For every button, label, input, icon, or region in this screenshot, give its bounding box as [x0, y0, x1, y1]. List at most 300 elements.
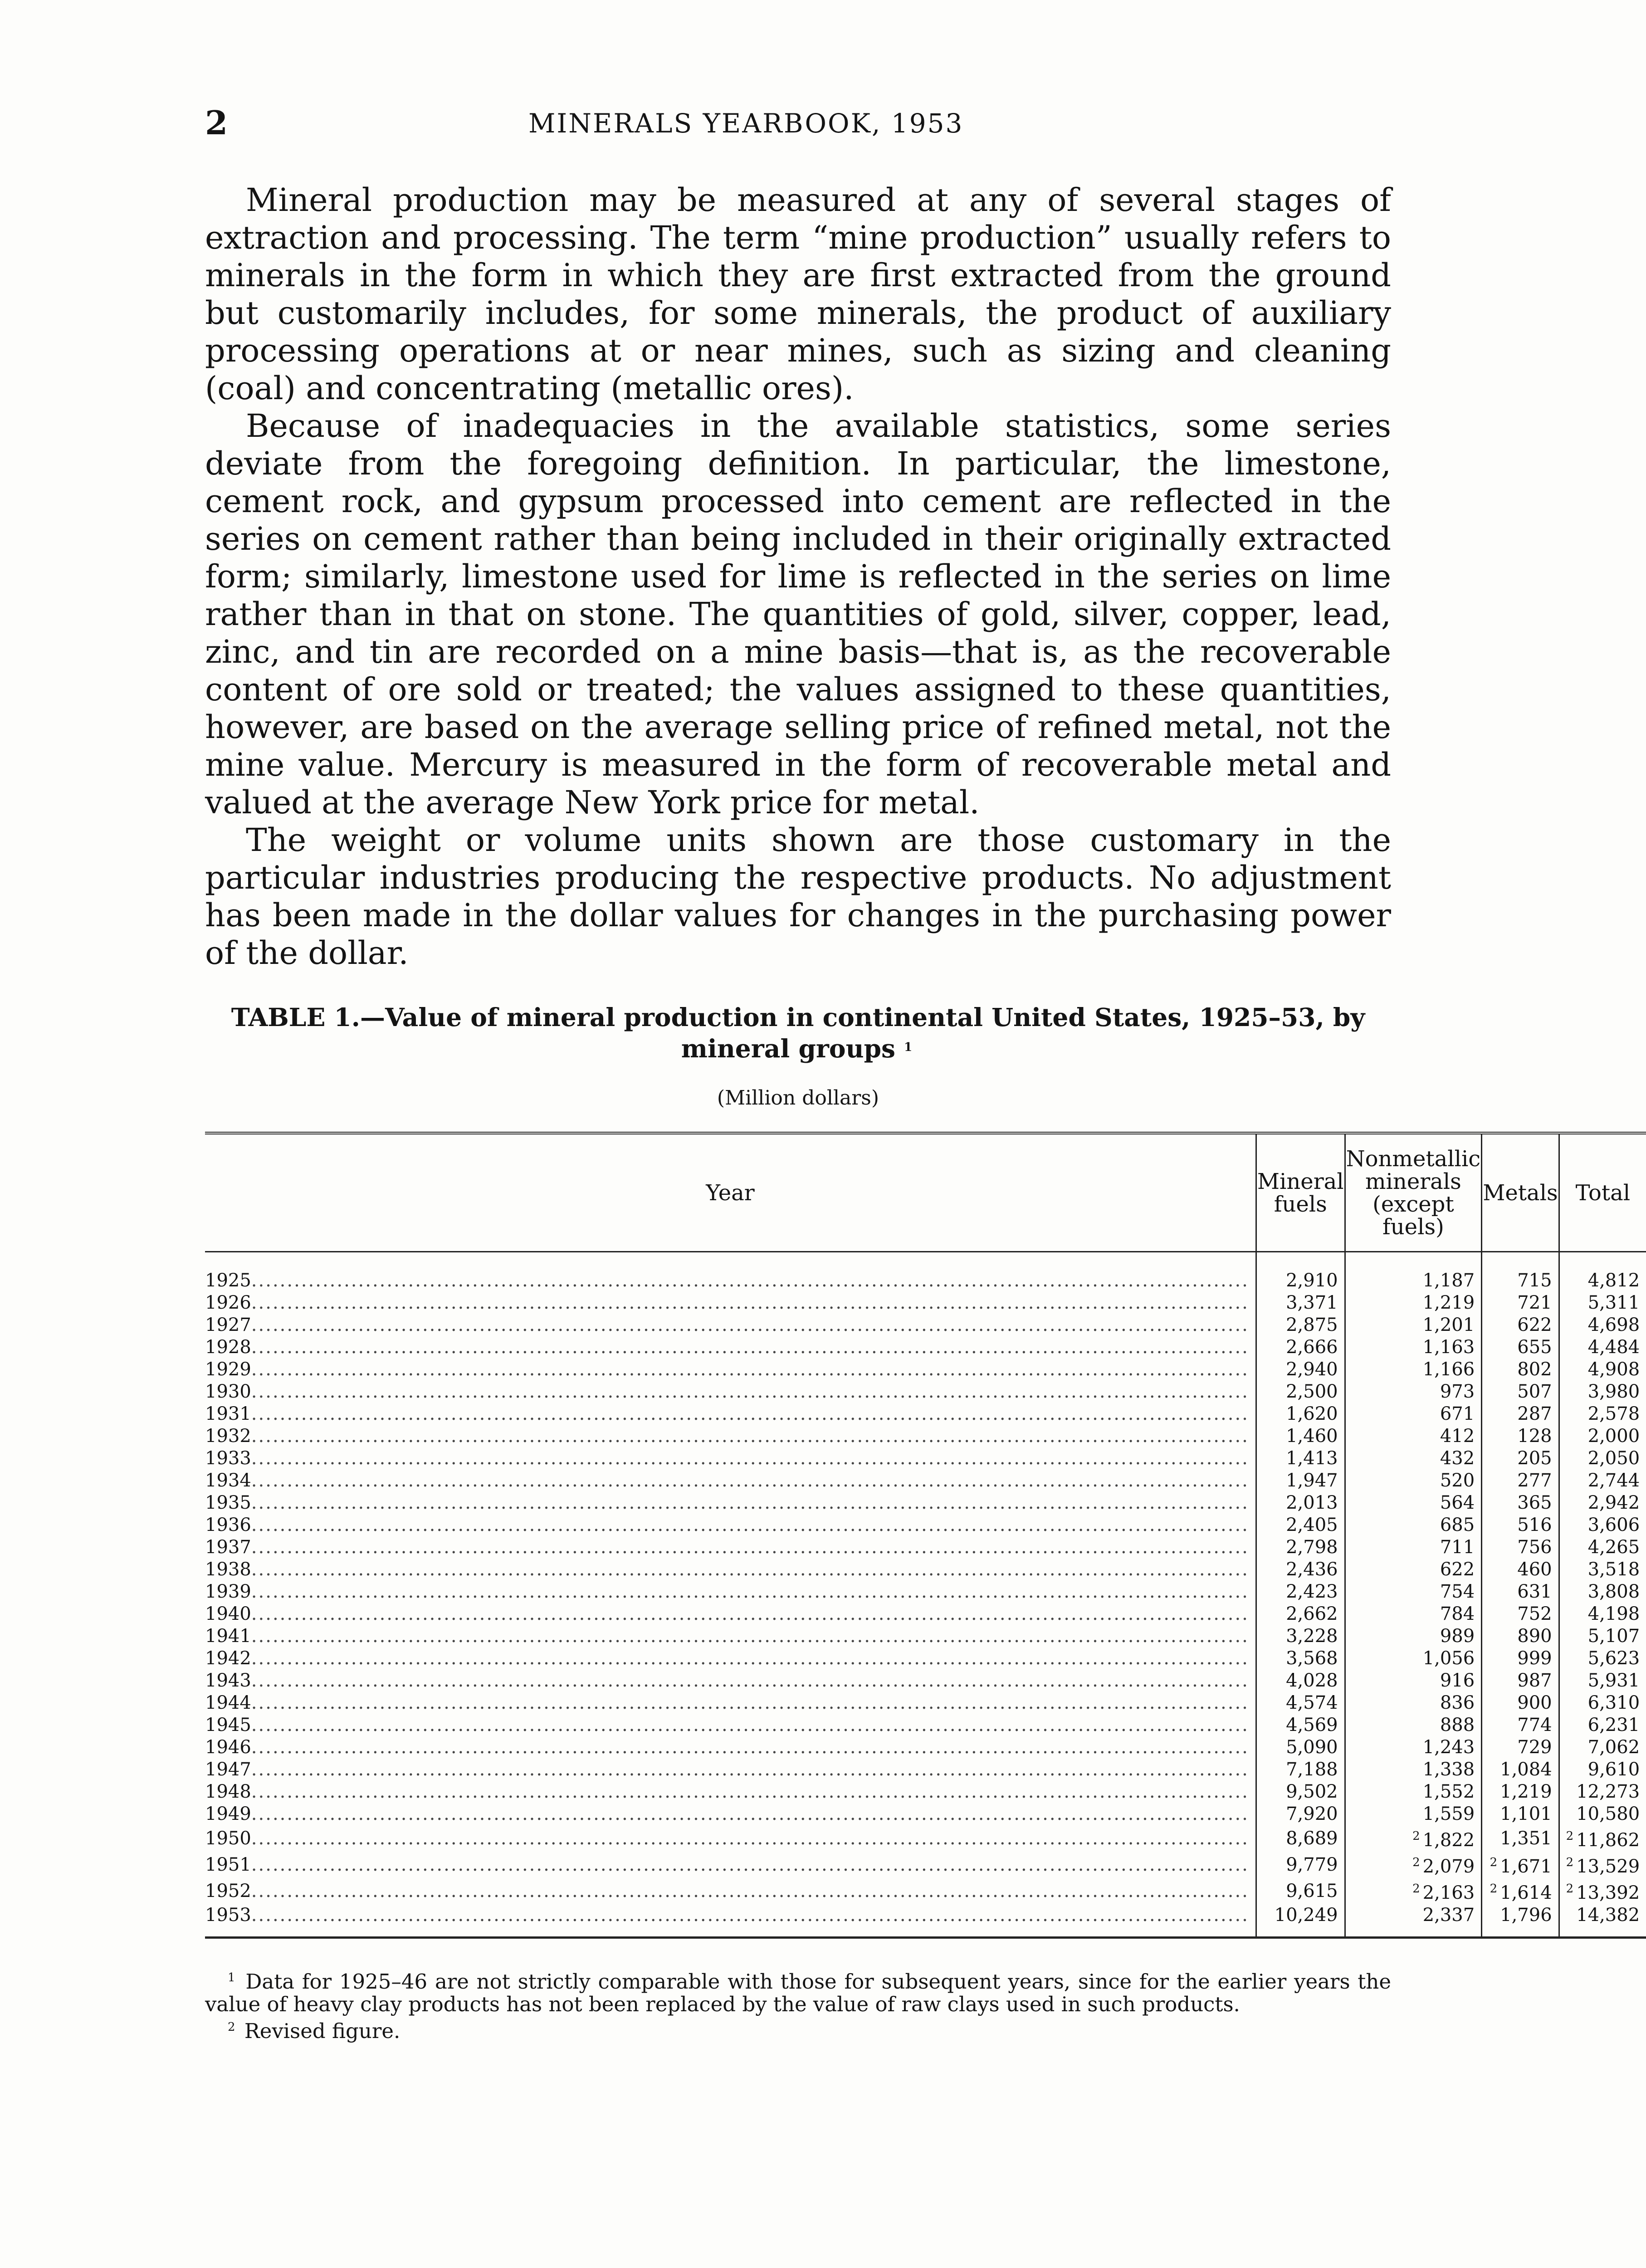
value: 3,808 [1587, 1581, 1640, 1602]
table-caption [205, 1002, 1391, 1064]
value: 4,265 [1587, 1537, 1640, 1558]
year-label: 1946 [205, 1737, 251, 1758]
revised-note-mark: 2 [1490, 1856, 1498, 1869]
cell-year [205, 1270, 1256, 1292]
cell-fuels [1256, 1878, 1345, 1904]
value: 12,273 [1576, 1781, 1640, 1802]
table-row [205, 1670, 1646, 1692]
value: 2,666 [1286, 1337, 1338, 1358]
cell-metals [1482, 1625, 1559, 1647]
value: 6,231 [1587, 1715, 1640, 1735]
table-footnote-ref: 1 [904, 1041, 913, 1054]
cell-total [1559, 1781, 1646, 1803]
value: 1,614 [1500, 1882, 1552, 1903]
cell-fuels [1256, 1447, 1345, 1470]
cell-total [1559, 1336, 1646, 1359]
year-label: 1929 [205, 1359, 251, 1380]
revised-note-mark: 2 [1566, 1856, 1574, 1869]
cell-fuels [1256, 1852, 1345, 1878]
table-row [205, 1492, 1646, 1514]
value: 9,615 [1286, 1880, 1338, 1901]
cell-nonmetallic [1345, 1581, 1482, 1603]
revised-note-mark: 2 [1412, 1829, 1420, 1843]
cell-total [1559, 1559, 1646, 1581]
value: 2,578 [1587, 1403, 1640, 1424]
value: 2,423 [1286, 1581, 1338, 1602]
table-row [205, 1514, 1646, 1536]
cell-nonmetallic [1345, 1559, 1482, 1581]
cell-metals [1482, 1314, 1559, 1336]
value: 2,079 [1422, 1856, 1475, 1877]
year-label: 1945 [205, 1715, 251, 1735]
dot-leader: ............................................................................................................................................ [251, 1492, 1249, 1513]
table-row [205, 1292, 1646, 1314]
table-row [205, 1603, 1646, 1625]
cell-total [1559, 1670, 1646, 1692]
cell-fuels [1256, 1359, 1345, 1381]
cell-metals [1482, 1647, 1559, 1670]
cell-nonmetallic [1345, 1359, 1482, 1381]
cell-metals [1482, 1781, 1559, 1803]
value: 4,198 [1587, 1603, 1640, 1624]
cell-nonmetallic [1345, 1470, 1482, 1492]
cell-fuels [1256, 1670, 1345, 1692]
cell-total [1559, 1581, 1646, 1603]
col-header-total: Total [1559, 1133, 1646, 1252]
value: 4,908 [1587, 1359, 1640, 1380]
cell-fuels [1256, 1603, 1345, 1625]
value: 1,166 [1422, 1359, 1475, 1380]
value: 1,460 [1286, 1426, 1338, 1447]
value: 8,689 [1286, 1828, 1338, 1849]
cell-year [205, 1670, 1256, 1692]
value: 3,980 [1587, 1381, 1640, 1402]
cell-year [205, 1336, 1256, 1359]
footnote-mark: 2 [228, 2020, 235, 2034]
revised-note-mark: 2 [1490, 1882, 1498, 1896]
dot-leader: ............................................................................................................................................ [251, 1715, 1249, 1735]
value: 1,413 [1286, 1448, 1338, 1469]
cell-nonmetallic [1345, 1314, 1482, 1336]
body-text [205, 181, 1391, 972]
paragraph: Because of inadequacies in the available statistics, some series deviate from the foregoing definition. In particular, the limestone, cement rock, and gypsum processed into cement are reflected in the series on cement rather than being included in their originally extracted form; similarly, limestone used for lime is reflected in the series on lime rather than in that on stone. The quantities of gold, silver, copper, lead, zinc, and tin are recorded on a mine basis—that is, as the recoverable content of ore sold or treated; the values assigned to these quantities, however, are based on the average selling price of refined metal, not the mine value. Mercury is measured in the form of recoverable metal and valued at the average New York price for metal. [205, 407, 1391, 821]
value: 2,405 [1286, 1515, 1338, 1535]
cell-metals [1482, 1603, 1559, 1625]
dot-leader: ............................................................................................................................................ [251, 1559, 1249, 1580]
value: 2,013 [1286, 1492, 1338, 1513]
dot-leader: ............................................................................................................................................ [251, 1292, 1249, 1313]
value: 2,050 [1587, 1448, 1640, 1469]
footnote-text: Revised figure. [244, 2019, 401, 2043]
value: 4,484 [1587, 1337, 1640, 1358]
table-row [205, 1581, 1646, 1603]
year-label: 1939 [205, 1581, 251, 1602]
value: 4,698 [1587, 1315, 1640, 1335]
cell-total [1559, 1904, 1646, 1926]
cell-nonmetallic [1345, 1670, 1482, 1692]
value: 756 [1517, 1537, 1552, 1558]
cell-fuels [1256, 1825, 1345, 1852]
table-row [205, 1625, 1646, 1647]
year-label: 1926 [205, 1292, 251, 1313]
cell-fuels [1256, 1759, 1345, 1781]
dot-leader: ............................................................................................................................................ [251, 1626, 1249, 1647]
value: 836 [1440, 1692, 1475, 1713]
cell-total [1559, 1736, 1646, 1759]
cell-nonmetallic [1345, 1647, 1482, 1670]
value: 5,090 [1286, 1737, 1338, 1758]
cell-nonmetallic [1345, 1825, 1482, 1852]
cell-total [1559, 1852, 1646, 1878]
cell-nonmetallic [1345, 1425, 1482, 1447]
value: 2,662 [1286, 1603, 1338, 1624]
value: 365 [1517, 1492, 1552, 1513]
cell-fuels [1256, 1314, 1345, 1336]
value: 128 [1517, 1426, 1552, 1447]
paragraph: Mineral production may be measured at any of several stages of extraction and processing. The term “mine production” usually refers to minerals in the form in which they are first extracted from the ground but customarily includes, for some minerals, the product of auxiliary processing operations at or near mines, such as sizing and cleaning (coal) and concentrating (metallic ores). [205, 181, 1391, 407]
footnote-1 [205, 1966, 1391, 2016]
cell-nonmetallic [1345, 1852, 1482, 1878]
footnotes [205, 1966, 1391, 2043]
cell-total [1559, 1825, 1646, 1852]
dot-leader: ............................................................................................................................................ [251, 1515, 1249, 1535]
cell-total [1559, 1803, 1646, 1825]
value: 4,812 [1587, 1270, 1640, 1291]
cell-metals [1482, 1470, 1559, 1492]
value: 2,436 [1286, 1559, 1338, 1580]
value: 2,910 [1286, 1270, 1338, 1291]
dot-leader: ............................................................................................................................................ [251, 1448, 1249, 1469]
cell-nonmetallic [1345, 1536, 1482, 1559]
value: 1,219 [1422, 1292, 1475, 1313]
cell-fuels [1256, 1470, 1345, 1492]
cell-year [205, 1714, 1256, 1736]
dot-leader: ............................................................................................................................................ [251, 1315, 1249, 1335]
year-label: 1940 [205, 1603, 251, 1624]
cell-metals [1482, 1559, 1559, 1581]
table-body [205, 1252, 1646, 1938]
value: 784 [1440, 1603, 1475, 1624]
cell-metals [1482, 1447, 1559, 1470]
cell-metals [1482, 1270, 1559, 1292]
cell-year [205, 1736, 1256, 1759]
cell-metals [1482, 1336, 1559, 1359]
cell-year [205, 1381, 1256, 1403]
value: 507 [1517, 1381, 1552, 1402]
cell-nonmetallic [1345, 1514, 1482, 1536]
cell-fuels [1256, 1514, 1345, 1536]
year-label: 1937 [205, 1537, 251, 1558]
year-label: 1932 [205, 1426, 251, 1447]
value: 4,574 [1286, 1692, 1338, 1713]
cell-year [205, 1403, 1256, 1425]
year-label: 1935 [205, 1492, 251, 1513]
cell-fuels [1256, 1904, 1345, 1926]
value: 888 [1440, 1715, 1475, 1735]
cell-fuels [1256, 1425, 1345, 1447]
cell-year [205, 1625, 1256, 1647]
cell-year [205, 1781, 1256, 1803]
table-row [205, 1314, 1646, 1336]
cell-metals [1482, 1292, 1559, 1314]
year-label: 1948 [205, 1781, 251, 1802]
value: 9,610 [1587, 1759, 1640, 1780]
value: 1,101 [1500, 1804, 1552, 1824]
cell-fuels [1256, 1270, 1345, 1292]
cell-year [205, 1492, 1256, 1514]
value: 729 [1517, 1737, 1552, 1758]
value: 1,947 [1286, 1470, 1338, 1491]
cell-fuels [1256, 1381, 1345, 1403]
cell-fuels [1256, 1403, 1345, 1425]
table-row [205, 1692, 1646, 1714]
dot-leader: ............................................................................................................................................ [251, 1759, 1249, 1780]
dot-leader: ............................................................................................................................................ [251, 1381, 1249, 1402]
value: 3,518 [1587, 1559, 1640, 1580]
revised-note-mark: 2 [1566, 1829, 1574, 1843]
year-label: 1943 [205, 1670, 251, 1691]
cell-fuels [1256, 1647, 1345, 1670]
value: 287 [1517, 1403, 1552, 1424]
cell-total [1559, 1492, 1646, 1514]
cell-total [1559, 1878, 1646, 1904]
cell-nonmetallic [1345, 1492, 1482, 1514]
value: 277 [1517, 1470, 1552, 1491]
cell-metals [1482, 1878, 1559, 1904]
dot-leader: ............................................................................................................................................ [251, 1337, 1249, 1358]
value: 3,568 [1286, 1648, 1338, 1669]
cell-metals [1482, 1359, 1559, 1381]
value: 11,862 [1576, 1830, 1640, 1851]
value: 2,940 [1286, 1359, 1338, 1380]
cell-total [1559, 1759, 1646, 1781]
cell-nonmetallic [1345, 1904, 1482, 1926]
cell-fuels [1256, 1803, 1345, 1825]
value: 987 [1517, 1670, 1552, 1691]
value: 1,187 [1422, 1270, 1475, 1291]
running-title: MINERALS YEARBOOK, 1953 [528, 108, 964, 139]
table-row [205, 1803, 1646, 1825]
value: 715 [1517, 1270, 1552, 1291]
cell-year [205, 1292, 1256, 1314]
cell-nonmetallic [1345, 1803, 1482, 1825]
table-row [205, 1878, 1646, 1904]
value: 2,337 [1422, 1905, 1475, 1926]
cell-year [205, 1470, 1256, 1492]
value: 1,163 [1422, 1337, 1475, 1358]
dot-leader: ............................................................................................................................................ [251, 1804, 1249, 1824]
dot-leader: ............................................................................................................................................ [251, 1880, 1249, 1901]
cell-total [1559, 1625, 1646, 1647]
dot-leader: ............................................................................................................................................ [251, 1581, 1249, 1602]
year-label: 1944 [205, 1692, 251, 1713]
cell-year [205, 1359, 1256, 1381]
cell-year [205, 1904, 1256, 1926]
year-label: 1942 [205, 1648, 251, 1669]
cell-fuels [1256, 1292, 1345, 1314]
revised-note-mark: 2 [1566, 1882, 1574, 1896]
value: 721 [1517, 1292, 1552, 1313]
cell-fuels [1256, 1714, 1345, 1736]
col-header-metals: Metals [1482, 1133, 1559, 1252]
value: 2,744 [1587, 1470, 1640, 1491]
footnote-mark: 1 [228, 1971, 235, 1984]
value: 754 [1440, 1581, 1475, 1602]
value: 205 [1517, 1448, 1552, 1469]
cell-total [1559, 1314, 1646, 1336]
value: 2,942 [1587, 1492, 1640, 1513]
dot-leader: ............................................................................................................................................ [251, 1648, 1249, 1669]
value: 1,338 [1422, 1759, 1475, 1780]
value: 520 [1440, 1470, 1475, 1491]
value: 711 [1440, 1537, 1475, 1558]
value: 900 [1517, 1692, 1552, 1713]
value: 1,796 [1500, 1905, 1552, 1926]
cell-metals [1482, 1825, 1559, 1852]
table-row [205, 1714, 1646, 1736]
cell-metals [1482, 1692, 1559, 1714]
dot-leader: ............................................................................................................................................ [251, 1403, 1249, 1424]
table-row [205, 1647, 1646, 1670]
cell-fuels [1256, 1581, 1345, 1603]
value: 13,529 [1576, 1856, 1640, 1877]
value: 752 [1517, 1603, 1552, 1624]
cell-metals [1482, 1852, 1559, 1878]
value: 460 [1517, 1559, 1552, 1580]
cell-fuels [1256, 1781, 1345, 1803]
cell-year [205, 1536, 1256, 1559]
cell-total [1559, 1514, 1646, 1536]
cell-year [205, 1803, 1256, 1825]
cell-year [205, 1759, 1256, 1781]
value: 1,084 [1500, 1759, 1552, 1780]
cell-year [205, 1581, 1256, 1603]
dot-leader: ............................................................................................................................................ [251, 1905, 1249, 1926]
table-row [205, 1270, 1646, 1292]
cell-metals [1482, 1403, 1559, 1425]
table-row [205, 1759, 1646, 1781]
table-row [205, 1381, 1646, 1403]
cell-nonmetallic [1345, 1336, 1482, 1359]
value: 6,310 [1587, 1692, 1640, 1713]
value: 1,671 [1500, 1856, 1552, 1877]
cell-metals [1482, 1670, 1559, 1692]
year-label: 1925 [205, 1270, 251, 1291]
revised-note-mark: 2 [1412, 1882, 1420, 1896]
table-row [205, 1904, 1646, 1926]
page-number: 2 [205, 103, 228, 142]
cell-total [1559, 1647, 1646, 1670]
value: 13,392 [1576, 1882, 1640, 1903]
cell-total [1559, 1403, 1646, 1425]
cell-metals [1482, 1803, 1559, 1825]
value: 432 [1440, 1448, 1475, 1469]
table-row [205, 1536, 1646, 1559]
value: 412 [1440, 1426, 1475, 1447]
cell-nonmetallic [1345, 1381, 1482, 1403]
value: 7,920 [1286, 1804, 1338, 1824]
cell-metals [1482, 1381, 1559, 1403]
value: 999 [1517, 1648, 1552, 1669]
year-label: 1933 [205, 1448, 251, 1469]
value: 655 [1517, 1337, 1552, 1358]
dot-leader: ............................................................................................................................................ [251, 1270, 1249, 1291]
cell-fuels [1256, 1492, 1345, 1514]
value: 622 [1440, 1559, 1475, 1580]
cell-nonmetallic [1345, 1603, 1482, 1625]
col-header-nonmetallic: Nonmetallic minerals (except fuels) [1345, 1133, 1482, 1252]
year-label: 1938 [205, 1559, 251, 1580]
cell-year [205, 1514, 1256, 1536]
table-label: TABLE 1. [231, 1002, 360, 1032]
value: 2,000 [1587, 1426, 1640, 1447]
value: 973 [1440, 1381, 1475, 1402]
cell-nonmetallic [1345, 1692, 1482, 1714]
cell-fuels [1256, 1736, 1345, 1759]
value: 9,502 [1286, 1781, 1338, 1802]
cell-fuels [1256, 1692, 1345, 1714]
cell-total [1559, 1425, 1646, 1447]
cell-fuels [1256, 1336, 1345, 1359]
cell-total [1559, 1447, 1646, 1470]
year-label: 1949 [205, 1804, 251, 1824]
footnote-2 [205, 2016, 1391, 2043]
value: 5,931 [1587, 1670, 1640, 1691]
cell-total [1559, 1359, 1646, 1381]
cell-metals [1482, 1492, 1559, 1514]
value: 7,188 [1286, 1759, 1338, 1780]
cell-total [1559, 1714, 1646, 1736]
cell-fuels [1256, 1536, 1345, 1559]
cell-year [205, 1878, 1256, 1904]
table-units: (Million dollars) [717, 1086, 879, 1110]
cell-year [205, 1825, 1256, 1852]
dot-leader: ............................................................................................................................................ [251, 1603, 1249, 1624]
value: 802 [1517, 1359, 1552, 1380]
cell-nonmetallic [1345, 1447, 1482, 1470]
table-row [205, 1425, 1646, 1447]
year-label: 1941 [205, 1626, 251, 1647]
cell-nonmetallic [1345, 1625, 1482, 1647]
value: 10,249 [1274, 1905, 1338, 1926]
value: 916 [1440, 1670, 1475, 1691]
value: 4,028 [1286, 1670, 1338, 1691]
value: 1,243 [1422, 1737, 1475, 1758]
table-bottom-rule [205, 1926, 1646, 1938]
cell-total [1559, 1270, 1646, 1292]
col-header-fuels: Mineral fuels [1256, 1133, 1345, 1252]
year-label: 1927 [205, 1315, 251, 1335]
year-label: 1953 [205, 1905, 251, 1926]
cell-total [1559, 1603, 1646, 1625]
cell-metals [1482, 1425, 1559, 1447]
cell-metals [1482, 1714, 1559, 1736]
table-row [205, 1403, 1646, 1425]
value: 9,779 [1286, 1854, 1338, 1875]
cell-total [1559, 1470, 1646, 1492]
value: 2,163 [1422, 1882, 1475, 1903]
year-label: 1936 [205, 1515, 251, 1535]
value: 5,623 [1587, 1648, 1640, 1669]
cell-nonmetallic [1345, 1403, 1482, 1425]
value: 2,798 [1286, 1537, 1338, 1558]
value: 5,311 [1587, 1292, 1640, 1313]
cell-year [205, 1559, 1256, 1581]
year-label: 1934 [205, 1470, 251, 1491]
cell-nonmetallic [1345, 1878, 1482, 1904]
cell-metals [1482, 1536, 1559, 1559]
cell-year [205, 1314, 1256, 1336]
